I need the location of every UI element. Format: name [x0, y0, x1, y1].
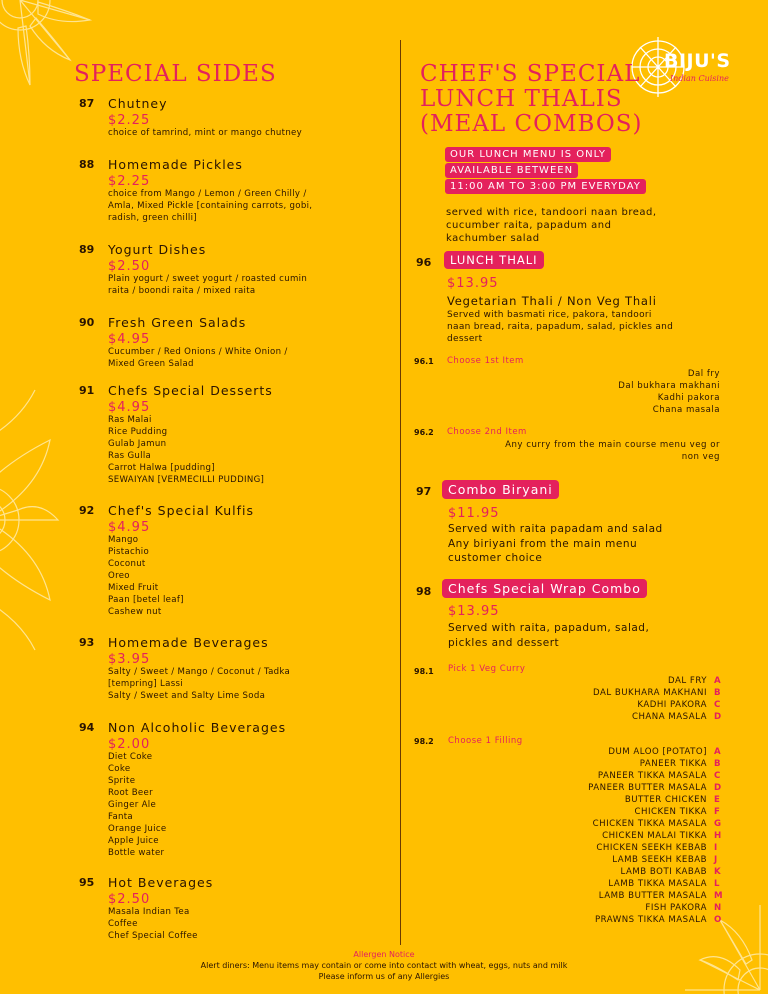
wrap-combo-title: Chefs Special Wrap Combo: [442, 579, 647, 598]
option-letter: D: [714, 712, 722, 722]
veg-curry-options: [593, 675, 707, 723]
desc-line: Bottle water: [108, 848, 165, 858]
desc-line: Oreo: [108, 571, 130, 581]
option: DUM ALOO [POTATO]: [608, 747, 707, 757]
desc-line: Coke: [108, 764, 131, 774]
desc-line: Plain yogurt / sweet yogurt / roasted cumin: [108, 274, 308, 284]
item-number: 90: [79, 316, 95, 329]
option-letter: L: [714, 879, 720, 889]
restaurant-logo: [628, 32, 748, 102]
desc-line: Ras Gulla: [108, 451, 152, 461]
desc-line: Amla, Mixed Pickle [containing carrots, gobi,: [108, 201, 313, 211]
option-letter: M: [714, 891, 723, 901]
option-letter: C: [714, 700, 721, 710]
item-title: Homemade Beverages: [108, 635, 269, 650]
option: Kadhi pakora: [657, 393, 720, 403]
desc-line: radish, green chilli]: [108, 213, 197, 223]
option: PANEER TIKKA MASALA: [597, 771, 707, 781]
item-title: Chef's Special Kulfis: [108, 503, 255, 518]
desc-line: Fanta: [108, 812, 134, 822]
option: CHICKEN TIKKA: [634, 807, 707, 817]
item-description: [108, 346, 288, 370]
sub-label: Pick 1 Veg Curry: [448, 664, 526, 674]
combo-biryani-price: $11.95: [448, 506, 500, 521]
sub-number: 98.1: [414, 667, 434, 676]
item-description: [108, 666, 290, 702]
item-description: [108, 188, 312, 224]
option-letter: H: [714, 831, 722, 841]
option-letter: I: [714, 843, 718, 853]
option: Any curry from the main course menu veg or: [505, 440, 720, 450]
option: LAMB BOTI KABAB: [620, 867, 707, 877]
heading-line: LUNCH THALIS: [420, 86, 623, 112]
option-letter: F: [714, 807, 720, 817]
notice-line: OUR LUNCH MENU IS ONLY: [445, 147, 611, 162]
option: BUTTER CHICKEN: [624, 795, 707, 805]
desc-line: [tempring] Lassi: [108, 679, 183, 689]
lunch-availability-notice: [445, 147, 646, 195]
allergen-notice-title: Allergen Notice: [353, 950, 415, 959]
item-title: Chutney: [108, 96, 168, 111]
item-number: 92: [79, 504, 95, 517]
option: LAMB TIKKA MASALA: [608, 879, 707, 889]
logo-tagline: Indian Cuisine: [670, 74, 729, 83]
desc-line: served with rice, tandoori naan bread,: [446, 207, 657, 218]
desc-line: Sprite: [108, 776, 136, 786]
item-description: [108, 534, 184, 618]
desc-line: Salty / Sweet / Mango / Coconut / Tadka: [108, 667, 291, 677]
special-sides-heading: SPECIAL SIDES: [74, 61, 277, 87]
desc-line: Mixed Fruit: [108, 583, 159, 593]
notice-line: 11:00 AM TO 3:00 PM EVERYDAY: [445, 179, 646, 194]
sub-number: 98.2: [414, 737, 434, 746]
item-title: Fresh Green Salads: [108, 315, 247, 330]
desc-line: choice from Mango / Lemon / Green Chilly /: [108, 189, 307, 199]
option: Chana masala: [652, 405, 720, 415]
option-letter: C: [714, 771, 721, 781]
veg-curry-letters: [714, 675, 721, 723]
option: DAL FRY: [668, 676, 707, 686]
wrap-combo-desc: [448, 621, 649, 650]
allergen-notice: [0, 949, 768, 982]
desc-line: kachumber salad: [446, 233, 540, 244]
item-title: Yogurt Dishes: [108, 242, 207, 257]
sub-label: Choose 1 Filling: [448, 736, 523, 746]
option: KADHI PAKORA: [637, 700, 707, 710]
item-description: [108, 414, 264, 486]
desc-line: Cashew nut: [108, 607, 162, 617]
option: Dal bukhara makhani: [618, 381, 720, 391]
option-letter: A: [714, 676, 721, 686]
option: DAL BUKHARA MAKHANI: [593, 688, 707, 698]
desc-line: Carrot Halwa [pudding]: [108, 463, 215, 473]
desc-line: customer choice: [448, 552, 543, 564]
option: non veg: [681, 452, 720, 462]
desc-line: Pistachio: [108, 547, 150, 557]
item-number: 88: [79, 158, 95, 171]
item-price: $4.95: [108, 332, 151, 347]
combo-biryani-desc: [448, 522, 663, 566]
desc-line: Salty / Sweet and Salty Lime Soda: [108, 691, 266, 701]
lunch-thali-desc: [447, 309, 673, 345]
desc-line: choice of tamrind, mint or mango chutney: [108, 128, 303, 138]
column-divider: [400, 40, 401, 945]
desc-line: Orange Juice: [108, 824, 167, 834]
option-letter: K: [714, 867, 721, 877]
desc-line: Apple Juice: [108, 836, 159, 846]
option-letter: D: [714, 783, 722, 793]
desc-line: Root Beer: [108, 788, 153, 798]
option: FISH PAKORA: [645, 903, 707, 913]
lunch-thali-subtitle: Vegetarian Thali / Non Veg Thali: [447, 294, 657, 308]
sub-label: Choose 1st Item: [447, 356, 524, 366]
option: LAMB SEEKH KEBAB: [612, 855, 707, 865]
item-description: [108, 273, 307, 297]
desc-line: cucumber raita, papadum and: [446, 220, 612, 231]
filling-letters: [714, 746, 723, 926]
filling-options: [588, 746, 707, 926]
option: CHANA MASALA: [631, 712, 707, 722]
desc-line: Ginger Ale: [108, 800, 157, 810]
item-number: 97: [416, 485, 432, 498]
item-number: 95: [79, 876, 95, 889]
logo-name: BIJU'S: [664, 50, 731, 72]
desc-line: Mango: [108, 535, 139, 545]
item-description: [108, 751, 166, 859]
desc-line: raita / boondi raita / mixed raita: [108, 286, 256, 296]
item-price: $2.25: [108, 113, 151, 128]
allergen-notice-line: Alert diners: Menu items may contain or come into contact with wheat, eggs, nuts and milk: [200, 961, 568, 970]
option: PANEER TIKKA: [639, 759, 707, 769]
option-letter: N: [714, 903, 722, 913]
item-price: $2.50: [108, 259, 151, 274]
item-price: $2.50: [108, 892, 151, 907]
wrap-combo-price: $13.95: [448, 604, 500, 619]
option-letter: B: [714, 759, 721, 769]
option: PRAWNS TIKKA MASALA: [595, 915, 707, 925]
item-number: 94: [79, 721, 95, 734]
desc-line: Gulab Jamun: [108, 439, 167, 449]
item-number: 89: [79, 243, 95, 256]
option-letter: G: [714, 819, 722, 829]
desc-line: dessert: [447, 334, 483, 344]
item-price: $2.25: [108, 174, 151, 189]
item-price: $2.00: [108, 737, 151, 752]
desc-line: Coffee: [108, 919, 138, 929]
desc-line: naan bread, raita, papadum, salad, pickles and: [447, 322, 674, 332]
allergen-notice-line: Please inform us of any Allergies: [318, 972, 450, 981]
desc-line: Chef Special Coffee: [108, 931, 198, 941]
item-title: Non Alcoholic Beverages: [108, 720, 287, 735]
heading-line: (MEAL COMBOS): [420, 111, 643, 137]
option: CHICKEN SEEKH KEBAB: [596, 843, 707, 853]
item-price: $3.95: [108, 652, 151, 667]
desc-line: Mixed Green Salad: [108, 359, 194, 369]
notice-line: AVAILABLE BETWEEN: [445, 163, 578, 178]
item-number: 93: [79, 636, 95, 649]
desc-line: Served with raita, papadum, salad,: [448, 622, 650, 634]
option-letter: E: [714, 795, 720, 805]
option: Dal fry: [687, 369, 720, 379]
desc-line: Masala Indian Tea: [108, 907, 190, 917]
sub-number: 96.1: [414, 357, 434, 366]
thali-served-with: [446, 206, 657, 245]
item-number: 96: [416, 256, 432, 269]
desc-line: Cucumber / Red Onions / White Onion /: [108, 347, 288, 357]
sub-number: 96.2: [414, 428, 434, 437]
option-letter: B: [714, 688, 721, 698]
item-price: $4.95: [108, 520, 151, 535]
thali-first-item-options: [618, 368, 720, 416]
desc-line: Served with basmati rice, pakora, tandoori: [447, 310, 652, 320]
desc-line: SEWAIYAN [VERMECILLI PUDDING]: [108, 475, 265, 485]
option-letter: J: [714, 855, 718, 865]
desc-line: Diet Coke: [108, 752, 153, 762]
lunch-thali-title: LUNCH THALI: [444, 251, 544, 269]
desc-line: Ras Malai: [108, 415, 152, 425]
desc-line: Paan [betel leaf]: [108, 595, 184, 605]
item-price: $4.95: [108, 400, 151, 415]
option: PANEER BUTTER MASALA: [588, 783, 707, 793]
item-title: Hot Beverages: [108, 875, 214, 890]
item-title: Homemade Pickles: [108, 157, 243, 172]
desc-line: pickles and dessert: [448, 636, 560, 649]
item-number: 87: [79, 97, 95, 110]
desc-line: Rice Pudding: [108, 427, 168, 437]
sub-label: Choose 2nd Item: [447, 427, 527, 437]
item-description: [108, 906, 198, 942]
lunch-thalis-heading: [420, 62, 642, 137]
option-letter: O: [714, 915, 722, 925]
combo-biryani-title: Combo Biryani: [442, 480, 559, 499]
item-title: Chefs Special Desserts: [108, 383, 273, 398]
desc-line: Any biriyani from the main menu: [448, 537, 638, 550]
lunch-thali-price: $13.95: [447, 276, 499, 291]
desc-line: Coconut: [108, 559, 146, 569]
option: LAMB BUTTER MASALA: [598, 891, 707, 901]
item-number: 98: [416, 585, 432, 598]
thali-second-item-options: [505, 439, 720, 463]
desc-line: Served with raita papadam and salad: [448, 523, 663, 535]
item-number: 91: [79, 384, 95, 397]
item-description: [108, 127, 302, 139]
option-letter: A: [714, 747, 721, 757]
heading-line: CHEF'S SPECIAL: [420, 61, 641, 87]
mandala-decoration-left: [0, 380, 60, 660]
option: CHICKEN MALAI TIKKA: [602, 831, 707, 841]
option: CHICKEN TIKKA MASALA: [592, 819, 707, 829]
